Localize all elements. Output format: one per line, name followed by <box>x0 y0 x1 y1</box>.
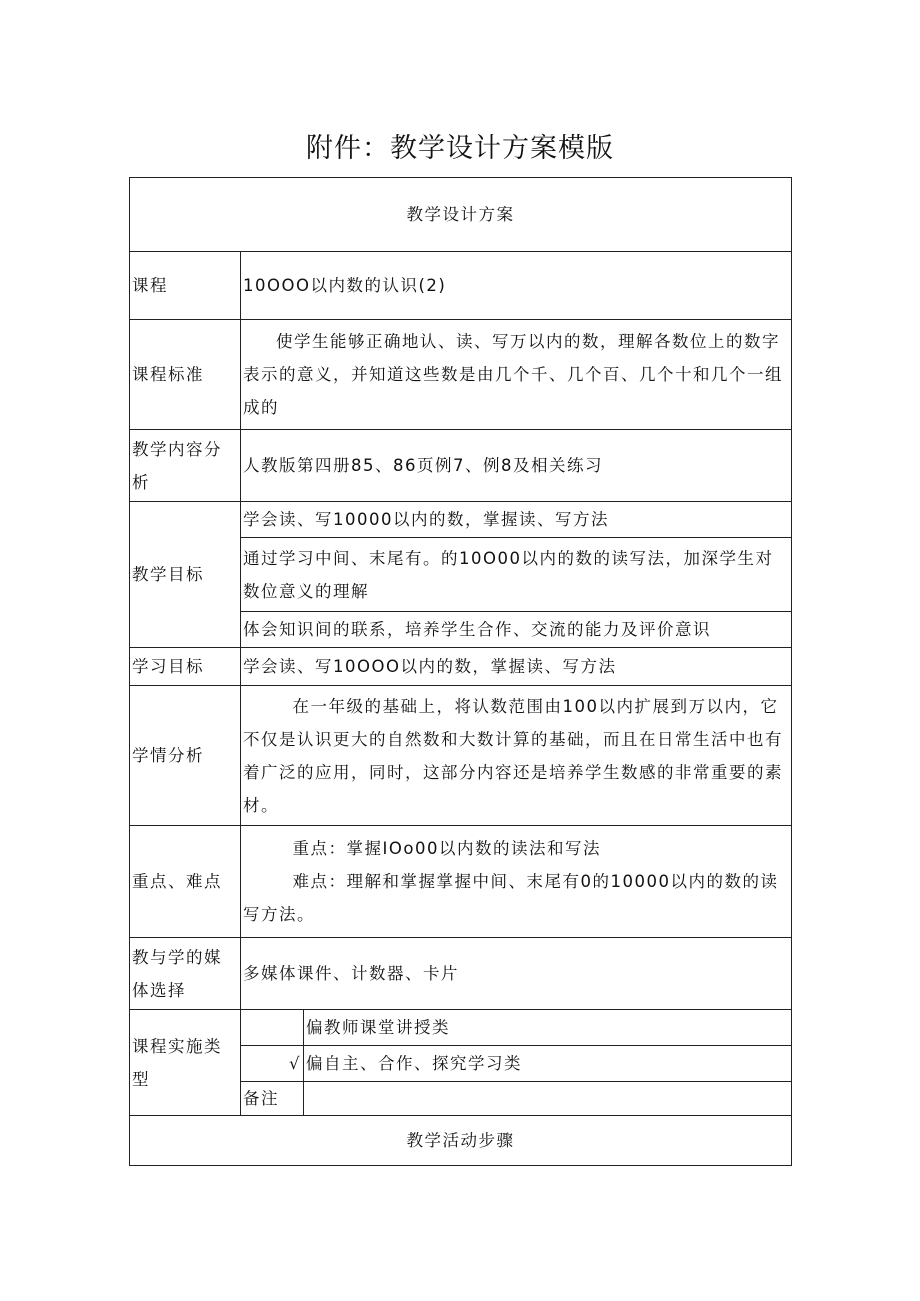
student-analysis-label: 学情分析 <box>130 686 241 826</box>
implementation-label: 课程实施类型 <box>130 1010 241 1116</box>
remark-value <box>304 1082 792 1116</box>
standard-row <box>130 320 792 430</box>
learning-goals-row <box>130 648 792 686</box>
teaching-goal-1: 学会读、写10000以内的数，掌握读、写方法 <box>241 502 792 538</box>
key-point-text: 重点：掌握IOo00以内数的读法和写法 <box>292 839 601 858</box>
content-analysis-value: 人教版第四册85、86页例7、例8及相关练习 <box>241 430 792 502</box>
key-points-value <box>241 826 792 938</box>
key-points-label: 重点、难点 <box>130 826 241 938</box>
learning-goals-value: 学会读、写10OOO以内的数，掌握读、写方法 <box>241 648 792 686</box>
implementation-row-1 <box>130 1010 792 1046</box>
media-value: 多媒体课件、计数器、卡片 <box>241 938 792 1010</box>
learning-goals-label: 学习目标 <box>130 648 241 686</box>
course-value: 10OOO以内数的认识(2) <box>241 252 792 320</box>
media-row <box>130 938 792 1010</box>
course-label: 课程 <box>130 252 241 320</box>
course-row <box>130 252 792 320</box>
student-analysis-row <box>130 686 792 826</box>
table-header: 教学设计方案 <box>130 178 792 252</box>
key-points-row <box>130 826 792 938</box>
content-analysis-label: 教学内容分析 <box>130 430 241 502</box>
student-analysis-value <box>241 686 792 826</box>
remark-label: 备注 <box>241 1082 304 1116</box>
content-analysis-row <box>130 430 792 502</box>
footer-row <box>130 1116 792 1166</box>
teaching-goals-label: 教学目标 <box>130 502 241 648</box>
header-row <box>130 178 792 252</box>
student-analysis-text: 在一年级的基础上，将认数范围由100以内扩展到万以内，它不仅是认识更大的自然数和大数计算的基础，而且在日常生活中也有着广泛的应用，同时，这部分内容还是培养学生数感的非常重要的素材。 <box>243 696 783 815</box>
option-1-text: 偏教师课堂讲授类 <box>304 1010 792 1046</box>
teaching-plan-table <box>129 177 792 1166</box>
teaching-goal-3: 体会知识间的联系，培养学生合作、交流的能力及评价意识 <box>241 612 792 648</box>
media-label: 教与学的媒体选择 <box>130 938 241 1010</box>
document-title: 附件：教学设计方案模版 <box>306 133 614 164</box>
standard-label: 课程标准 <box>130 320 241 430</box>
teaching-goal-2: 通过学习中间、末尾有。的10O00以内的数的读写法，加深学生对数位意义的理解 <box>241 538 792 612</box>
option-1-check <box>241 1010 304 1046</box>
standard-text: 使学生能够正确地认、读、写万以内的数，理解各数位上的数字表示的意义，并知道这些数是由几个千、几个百、几个十和几个一组成的 <box>243 332 783 417</box>
teaching-goal-row-1 <box>130 502 792 538</box>
option-2-text: 偏自主、合作、探究学习类 <box>304 1046 792 1082</box>
option-2-check: √ <box>241 1046 304 1082</box>
difficulty-text: 难点：理解和掌握掌握中间、末尾有0的10000以内的数的读写方法。 <box>243 872 779 924</box>
activity-steps-heading: 教学活动步骤 <box>130 1116 792 1166</box>
standard-value <box>241 320 792 430</box>
